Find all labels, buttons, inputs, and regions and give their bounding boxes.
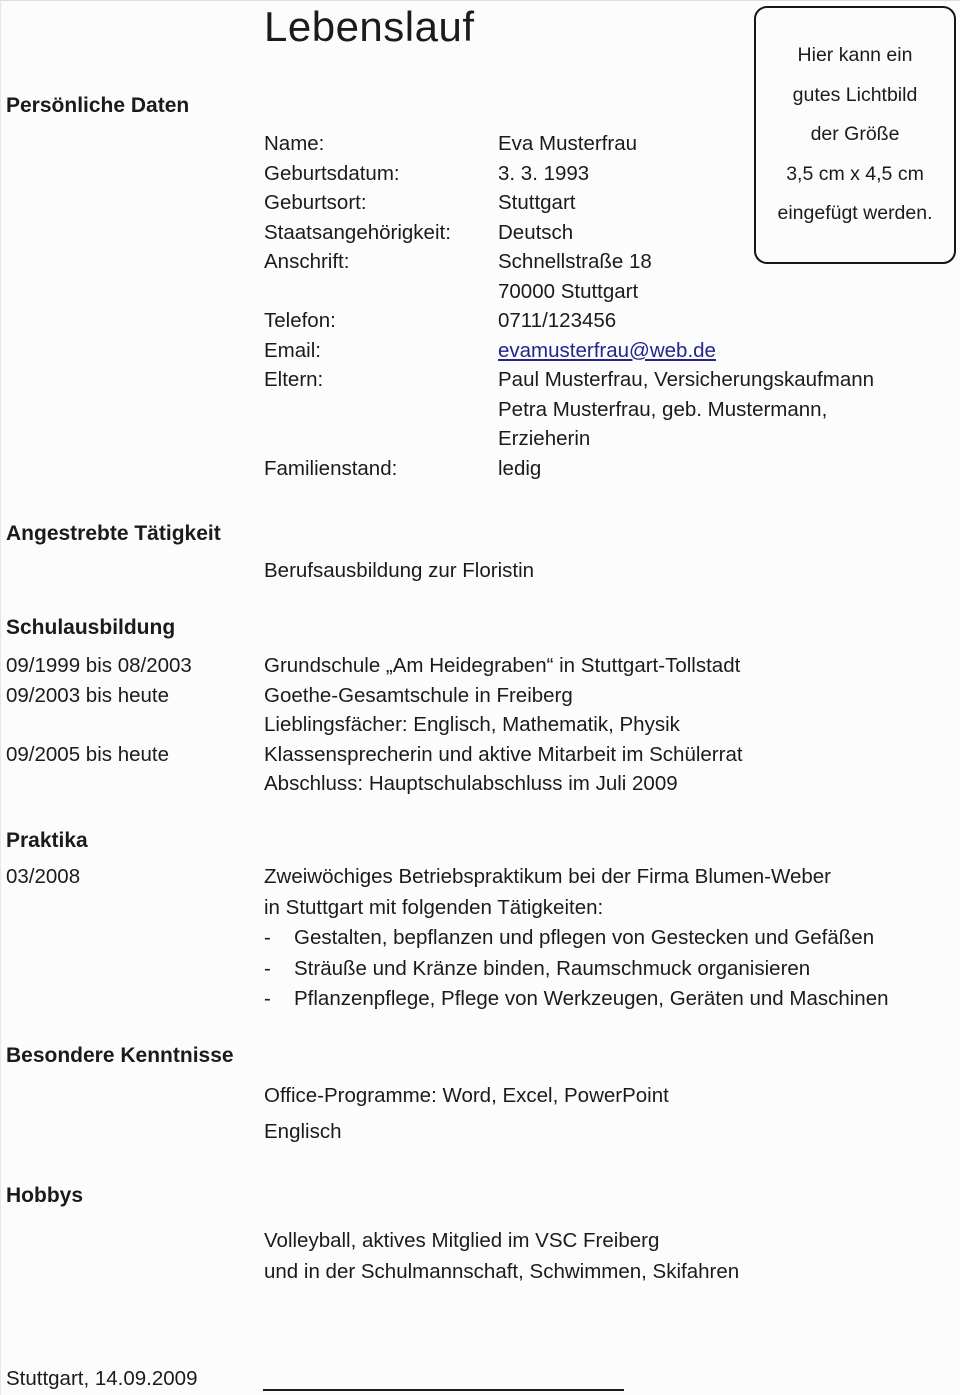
field-label: Telefon: xyxy=(264,309,336,332)
bullet-dash: - xyxy=(264,926,271,949)
internship-block xyxy=(6,862,889,1015)
personal-data-row xyxy=(264,247,874,306)
section-heading-hobbies: Hobbys xyxy=(6,1184,84,1207)
bullet-item xyxy=(264,923,889,954)
bullet-item xyxy=(264,984,889,1015)
date-range xyxy=(6,710,264,740)
personal-data-row xyxy=(264,159,874,189)
personal-data-row xyxy=(264,306,874,336)
education-row xyxy=(6,651,743,681)
internship-intro-line: Zweiwöchiges Betriebspraktikum bei der Firma Blumen-Weber xyxy=(264,865,831,888)
field-value: 0711/123456 xyxy=(498,309,617,332)
education-row xyxy=(6,740,743,770)
bullet-text: Gestalten, bepflanzen und pflegen von Gestecken und Gefäßen xyxy=(294,926,875,949)
address-line: 70000 Stuttgart xyxy=(498,279,639,303)
field-label: Familienstand: xyxy=(264,456,398,480)
personal-data-row xyxy=(264,365,874,454)
education-text: Lieblingsfächer: Englisch, Mathematik, Physik xyxy=(264,713,680,736)
field-value xyxy=(498,336,716,366)
parent-line: Paul Musterfrau, Versicherungskaufmann xyxy=(498,368,875,391)
field-label: Geburtsort: xyxy=(264,191,367,214)
signature-line xyxy=(263,1389,624,1391)
field-label: Email: xyxy=(264,338,321,362)
section-heading-objective: Angestrebte Tätigkeit xyxy=(6,522,221,545)
hobbies-block xyxy=(264,1225,739,1287)
field-label: Geburtsdatum: xyxy=(264,161,400,185)
field-label: Anschrift: xyxy=(264,250,350,273)
education-row xyxy=(6,681,743,711)
internship-intro-line: in Stuttgart mit folgenden Tätigkeiten: xyxy=(264,895,604,919)
address-line: Schnellstraße 18 xyxy=(498,250,652,273)
photo-placeholder-text: Hier kann ein xyxy=(797,44,913,67)
education-row xyxy=(6,710,743,740)
photo-placeholder-text: 3,5 cm x 4,5 cm xyxy=(786,162,924,185)
education-text: Grundschule „Am Heidegraben“ in Stuttgart-Tollstadt xyxy=(264,654,741,677)
photo-placeholder-text: gutes Lichtbild xyxy=(792,83,918,106)
bullet-dash: - xyxy=(264,956,271,980)
skill-item: Englisch xyxy=(264,1120,342,1143)
education-text: Klassensprecherin und aktive Mitarbeit im Schülerrat xyxy=(264,742,743,766)
internship-description xyxy=(264,862,889,1015)
field-value: ledig xyxy=(498,456,542,480)
bullet-dash: - xyxy=(264,987,271,1010)
education-block xyxy=(6,651,743,799)
parent-line: Petra Musterfrau, geb. Mustermann, xyxy=(498,397,828,421)
field-value: Deutsch xyxy=(498,220,574,244)
date-range: 09/2005 bis heute xyxy=(6,742,169,766)
section-heading-education: Schulausbildung xyxy=(6,616,176,639)
place-and-date: Stuttgart, 14.09.2009 xyxy=(6,1367,198,1390)
bullet-item xyxy=(264,954,889,985)
email-link[interactable]: evamusterfrau@web.de xyxy=(498,338,716,362)
internship-row xyxy=(6,862,889,1015)
date-range xyxy=(6,769,264,799)
field-value: Stuttgart xyxy=(498,191,576,214)
education-text: Goethe-Gesamtschule in Freiberg xyxy=(264,683,573,707)
personal-data-row xyxy=(264,129,874,159)
personal-data-block xyxy=(264,129,874,483)
field-label: Name: xyxy=(264,132,325,155)
personal-data-row xyxy=(264,336,874,366)
field-value: 3. 3. 1993 xyxy=(498,161,590,185)
hobby-line: und in der Schulmannschaft, Schwimmen, Skifahren xyxy=(264,1260,740,1283)
section-heading-personal-data: Persönliche Daten xyxy=(6,94,190,117)
photo-placeholder-text: der Größe xyxy=(810,123,900,146)
bullet-text: Pflanzenpflege, Pflege von Werkzeugen, Geräten und Maschinen xyxy=(294,987,889,1010)
section-heading-skills: Besondere Kenntnisse xyxy=(6,1044,234,1067)
date-range: 09/2003 bis heute xyxy=(6,683,169,707)
field-label: Eltern: xyxy=(264,368,324,391)
date-range: 09/1999 bis 08/2003 xyxy=(6,654,192,677)
field-value xyxy=(498,247,652,306)
education-text: Abschluss: Hauptschulabschluss im Juli 2009 xyxy=(264,772,678,795)
date-range: 03/2008 xyxy=(6,865,81,888)
personal-data-row xyxy=(264,454,874,484)
section-heading-internships: Praktika xyxy=(6,829,88,852)
page-title: Lebenslauf xyxy=(264,3,475,50)
personal-data-row xyxy=(264,188,874,218)
field-label: Staatsangehörigkeit: xyxy=(264,220,451,244)
photo-placeholder-text: eingefügt werden. xyxy=(777,202,933,225)
objective-text: Berufsausbildung zur Floristin xyxy=(264,559,535,582)
personal-data-row xyxy=(264,218,874,248)
education-row xyxy=(6,769,743,799)
field-value: Eva Musterfrau xyxy=(498,132,637,155)
field-value xyxy=(498,365,874,454)
skill-item: Office-Programme: Word, Excel, PowerPoint xyxy=(264,1084,669,1107)
hobby-line: Volleyball, aktives Mitglied im VSC Freiberg xyxy=(264,1229,660,1252)
parent-line: Erzieherin xyxy=(498,427,591,450)
bullet-text: Sträuße und Kränze binden, Raumschmuck organisieren xyxy=(294,956,811,980)
